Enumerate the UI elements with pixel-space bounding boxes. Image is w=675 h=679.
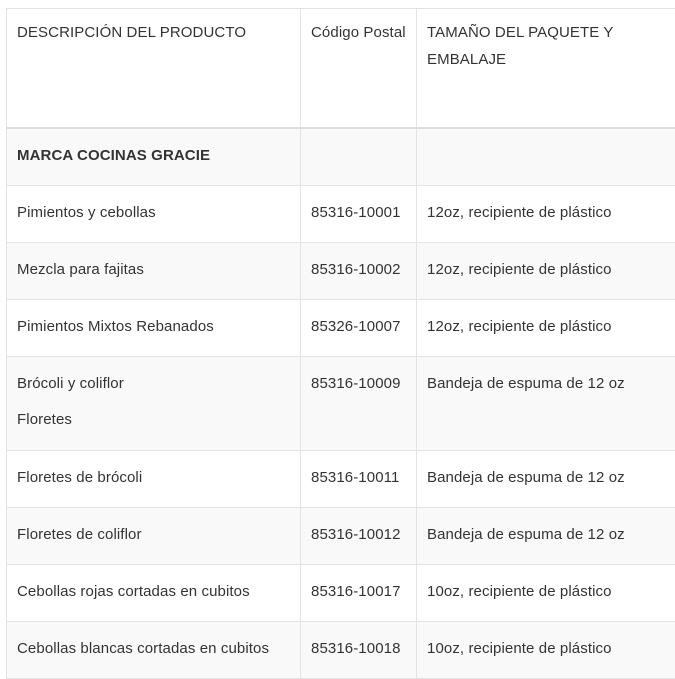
postal-code-cell: 85316-10018 xyxy=(301,622,417,679)
product-description-cell xyxy=(7,451,301,508)
product-description: Cebollas blancas cortadas en cubitos xyxy=(17,635,290,662)
package-size-cell: Bandeja de espuma de 12 oz xyxy=(417,508,675,565)
product-description-cell xyxy=(7,300,301,357)
postal-code-cell: 85316-10001 xyxy=(301,186,417,243)
product-description: Floretes de brócoli xyxy=(17,464,290,491)
table-row xyxy=(7,243,675,300)
product-description: Brócoli y coliflor xyxy=(17,370,290,397)
product-description-cell xyxy=(7,508,301,565)
package-size-cell: 10oz, recipiente de plástico xyxy=(417,565,675,622)
table-row xyxy=(7,186,675,243)
package-size-cell: 12oz, recipiente de plástico xyxy=(417,300,675,357)
brand-row xyxy=(7,128,675,186)
postal-code-cell: 85316-10002 xyxy=(301,243,417,300)
header-postal-code: Código Postal xyxy=(301,9,417,129)
header-product-description: DESCRIPCIÓN DEL PRODUCTO xyxy=(7,9,301,129)
brand-label: MARCA COCINAS GRACIE xyxy=(7,128,301,186)
product-description: Floretes de coliflor xyxy=(17,521,290,548)
table-header xyxy=(7,9,675,129)
package-size-cell: 10oz, recipiente de plástico xyxy=(417,622,675,679)
package-size-cell: 12oz, recipiente de plástico xyxy=(417,186,675,243)
product-description: Cebollas rojas cortadas en cubitos xyxy=(17,578,290,605)
table-row xyxy=(7,508,675,565)
postal-code-cell: 85316-10009 xyxy=(301,357,417,451)
postal-code-cell: 85316-10012 xyxy=(301,508,417,565)
table-row xyxy=(7,357,675,451)
product-description-cell xyxy=(7,186,301,243)
product-description-cell xyxy=(7,357,301,451)
postal-code-cell: 85316-10011 xyxy=(301,451,417,508)
postal-code-cell: 85326-10007 xyxy=(301,300,417,357)
postal-code-cell: 85316-10017 xyxy=(301,565,417,622)
brand-empty-cell xyxy=(301,128,417,186)
product-table xyxy=(6,8,675,679)
table-row xyxy=(7,565,675,622)
product-description-cell xyxy=(7,243,301,300)
product-description: Floretes xyxy=(17,406,290,433)
product-description: Pimientos Mixtos Rebanados xyxy=(17,313,290,340)
brand-empty-cell xyxy=(417,128,675,186)
package-size-cell: Bandeja de espuma de 12 oz xyxy=(417,451,675,508)
table-row xyxy=(7,622,675,679)
product-table-container xyxy=(6,8,675,679)
product-description-cell xyxy=(7,622,301,679)
header-row xyxy=(7,9,675,129)
table-row xyxy=(7,300,675,357)
table-body xyxy=(7,128,675,679)
product-description-cell xyxy=(7,565,301,622)
header-package-size: TAMAÑO DEL PAQUETE Y EMBALAJE xyxy=(417,9,675,129)
package-size-cell: Bandeja de espuma de 12 oz xyxy=(417,357,675,451)
package-size-cell: 12oz, recipiente de plástico xyxy=(417,243,675,300)
table-row xyxy=(7,451,675,508)
product-description: Pimientos y cebollas xyxy=(17,199,290,226)
product-description: Mezcla para fajitas xyxy=(17,256,290,283)
